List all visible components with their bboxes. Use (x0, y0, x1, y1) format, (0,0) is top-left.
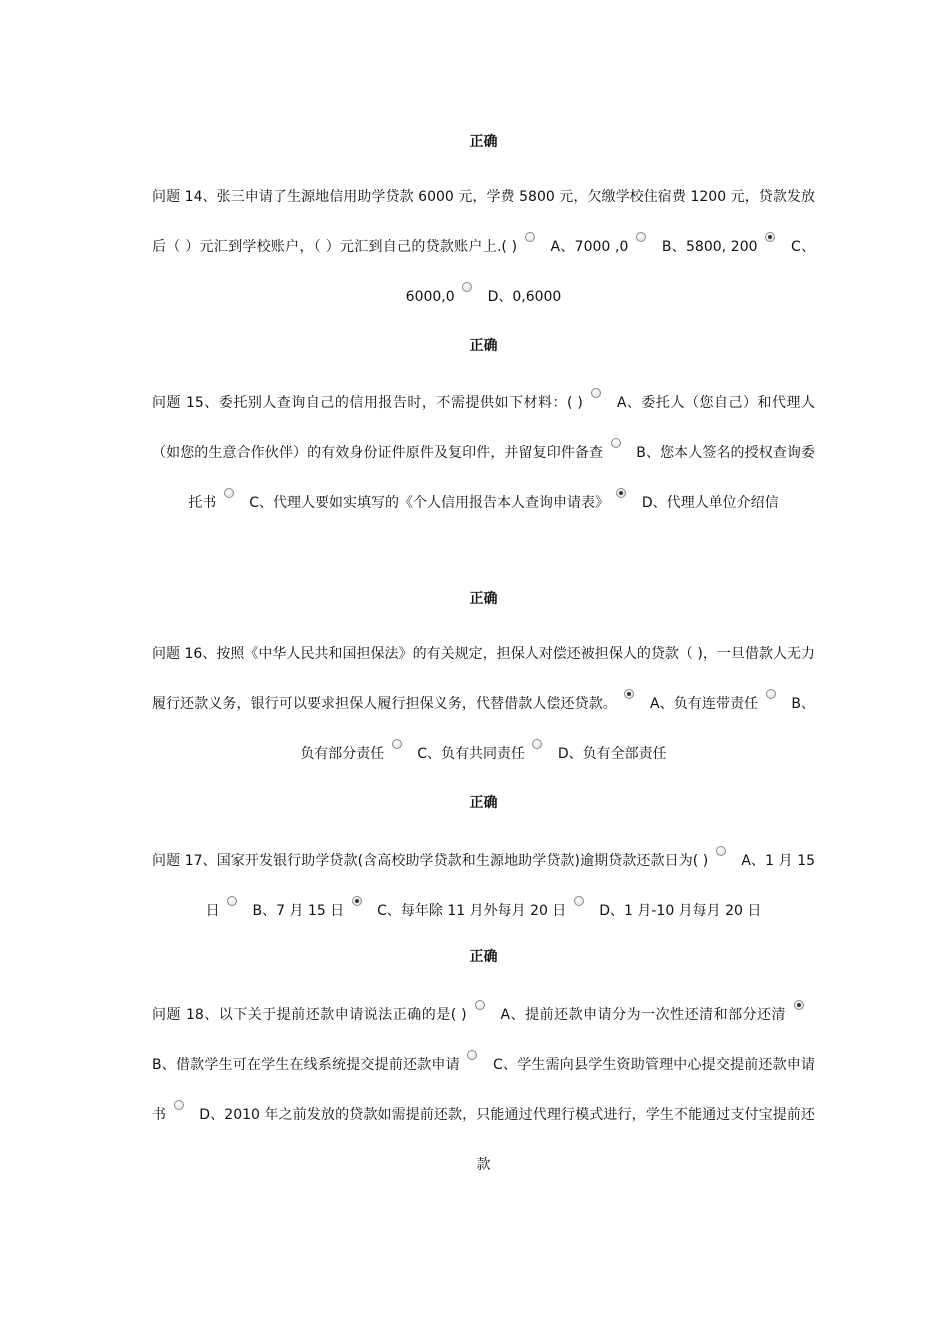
question-17 (152, 836, 815, 936)
option-a-label: A、1 月 15 日 (205, 853, 816, 919)
radio-option-c[interactable] (224, 488, 234, 498)
option-d-label: D、2010 年之前发放的贷款如需提前还款，只能通过代理行模式进行，学生不能通过支付宝提前还款 (199, 1107, 816, 1173)
radio-option-a[interactable] (525, 232, 535, 242)
status-label: 正确 (469, 338, 498, 354)
option-c-label: C、负有共同责任 (417, 746, 525, 762)
option-d-label: D、1 月-10 月每月 20 日 (599, 903, 762, 919)
question-18 (152, 990, 815, 1190)
radio-option-a[interactable] (591, 388, 601, 398)
option-a-label: A、提前还款申请分为一次性还清和部分还清 (500, 1007, 787, 1023)
radio-option-b[interactable] (636, 232, 646, 242)
radio-option-b[interactable] (227, 896, 237, 906)
option-a-label: A、委托人（您自己）和代理人（如您的生意合作伙伴）的有效身份证件原件及复印件，并留复印件备查 (152, 395, 816, 461)
question-stem: 问题 16、按照《中华人民共和国担保法》的有关规定，担保人对偿还被担保人的贷款（ )，一旦借款人无力履行还款义务，银行可以要求担保人履行担保义务，代替借款人偿还贷款。 (152, 646, 815, 712)
question-stem: 问题 14、张三申请了生源地信用助学贷款 6000 元，学费 5800 元，欠缴学校住宿费 1200 元，贷款发放后（ ）元汇到学校账户，（ ）元汇到自己的贷款账户上.( ) (152, 189, 815, 255)
radio-option-a[interactable] (624, 689, 634, 699)
option-d-label: D、代理人单位介绍信 (641, 495, 779, 511)
radio-option-b[interactable] (766, 689, 776, 699)
radio-option-d[interactable] (462, 282, 472, 292)
option-c-label: C、学生需向县学生资助管理中心提交提前还款申请书 (152, 1057, 815, 1123)
option-c-label: C、6000,0 (405, 239, 816, 305)
option-c-label: C、每年除 11 月外每月 20 日 (377, 903, 567, 919)
option-a-label: A、7000 ,0 (550, 239, 629, 255)
status-label: 正确 (469, 591, 498, 607)
radio-option-c[interactable] (467, 1050, 477, 1060)
radio-option-a[interactable] (716, 846, 726, 856)
option-b-label: B、借款学生可在学生在线系统提交提前还款申请 (152, 1057, 460, 1073)
radio-option-c[interactable] (352, 896, 362, 906)
radio-option-c[interactable] (392, 739, 402, 749)
option-d-label: D、负有全部责任 (557, 746, 667, 762)
radio-option-d[interactable] (532, 739, 542, 749)
question-14 (152, 172, 815, 322)
radio-option-c[interactable] (765, 232, 775, 242)
question-15 (152, 378, 815, 528)
radio-option-a[interactable] (475, 1000, 485, 1010)
option-c-label: C、代理人要如实填写的《个人信用报告本人查询申请表》 (249, 495, 609, 511)
option-a-label: A、负有连带责任 (649, 696, 759, 712)
status-label: 正确 (469, 949, 498, 965)
question-16 (152, 629, 815, 779)
radio-option-d[interactable] (616, 488, 626, 498)
option-b-label: B、5800, 200 (661, 239, 758, 255)
status-label: 正确 (469, 134, 498, 150)
status-label: 正确 (469, 795, 498, 811)
option-b-label: B、负有部分责任 (300, 696, 816, 762)
radio-option-d[interactable] (574, 896, 584, 906)
radio-option-d[interactable] (174, 1100, 184, 1110)
question-stem: 问题 15、委托别人查询自己的信用报告时，不需提供如下材料：( ) (152, 395, 583, 411)
option-b-label: B、您本人签名的授权查询委托书 (188, 445, 816, 511)
option-d-label: D、0,6000 (487, 289, 562, 305)
radio-option-b[interactable] (611, 438, 621, 448)
question-stem: 问题 18、以下关于提前还款申请说法正确的是( ) (152, 1007, 467, 1023)
option-b-label: B、7 月 15 日 (252, 903, 345, 919)
radio-option-b[interactable] (794, 1000, 804, 1010)
question-stem: 问题 17、国家开发银行助学贷款(含高校助学贷款和生源地助学贷款)逾期贷款还款日为( ) (152, 853, 709, 869)
